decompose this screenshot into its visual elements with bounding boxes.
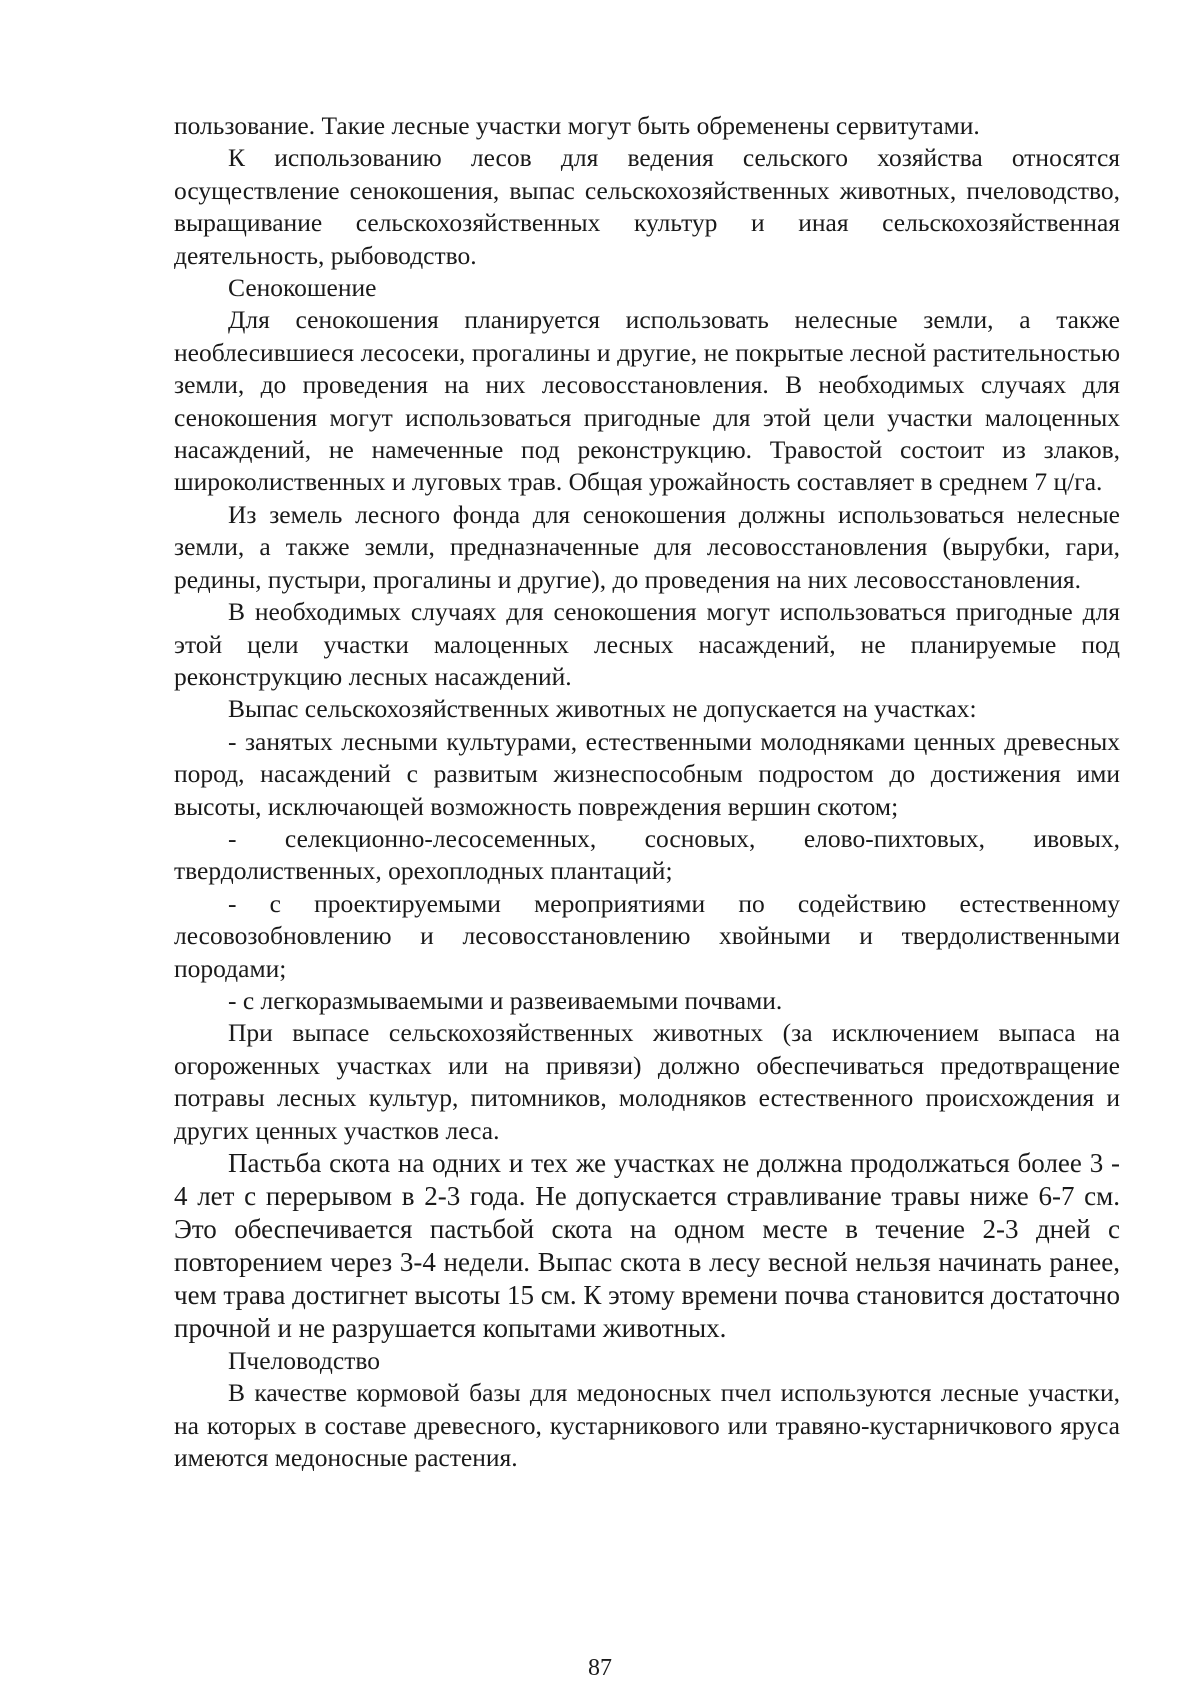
paragraph-grazing-protection: При выпасе сельскохозяйственных животных (за исключением выпаса на огороженных участках или на привязи) должно обеспечиваться предотвращение потравы лесных культур, питомников, молодняков естественного происхождения и других ценных участков леса. (174, 1018, 1120, 1145)
list-item-forest-cultures: - занятых лесными культурами, естественными молодняками ценных древесных пород, насаждений с развитым жизнеспособным подростом до достижения ими высоты, исключающей возможность повреждения вершин скотом; (174, 726, 1120, 821)
document-body (174, 110, 1120, 1475)
section-heading-haymaking: Сенокошение (228, 273, 377, 303)
paragraph-forest-fund-lands: Из земель лесного фонда для сенокошения должны использоваться нелесные земли, а также земли, предназначенные для лесовосстановления (вырубки, гари, редины, пустыри, прогалины и другие), до проведения на них лесовосстановления. (174, 499, 1120, 594)
list-item-plantations: - селекционно-лесосеменных, сосновых, елово-пихтовых, ивовых, твердолиственных, орехоплодных плантаций; (174, 823, 1120, 886)
paragraph-low-value-stands: В необходимых случаях для сенокошения могут использоваться пригодные для этой цели участки малоценных лесных насаждений, не планируемые под реконструкцию лесных насаждений. (174, 597, 1120, 691)
paragraph-haymaking-lands: Для сенокошения планируется использовать нелесные земли, а также необлесившиеся лесосеки, прогалины и другие, не покрытые лесной растительностью земли, до проведения на них лесовосстановления. В необходимых случаях для сенокошения могут использоваться пригодные для этой цели участки малоценных насаждений, не намеченные под реконструкцию. Травостой состоит из злаков, широколиственных и луговых трав. Общая урожайность составляет в среднем 7 ц/га. (174, 305, 1120, 497)
list-item-erodible-soils: - с легкоразмываемыми и развеиваемыми почвами. (228, 985, 783, 1015)
section-heading-beekeeping: Пчеловодство (228, 1346, 380, 1375)
paragraph-agriculture-uses: К использованию лесов для ведения сельского хозяйства относятся осуществление сенокошения, выпас сельскохозяйственных животных, пчеловодство, выращивание сельскохозяйственных культур и иная сельскохозяйственная деятельность, рыбоводство. (174, 143, 1120, 270)
list-item-reforestation-measures: - с проектируемыми мероприятиями по содействию естественному лесовозобновлению и лесовосстановлению хвойными и твердолиственными породами; (174, 888, 1120, 983)
paragraph-continuation: пользование. Такие лесные участки могут быть обременены сервитутами. (174, 111, 980, 140)
paragraph-beekeeping-base: В качестве кормовой базы для медоносных пчел используются лесные участки, на которых в составе древесного, кустарникового или травяно-кустарничкового яруса имеются медоносные растения. (174, 1378, 1120, 1473)
page-number: 87 (588, 1655, 612, 1681)
paragraph-grazing-prohibited: Выпас сельскохозяйственных животных не допускается на участках: (228, 694, 977, 724)
paragraph-grazing-duration: Пастьба скота на одних и тех же участках не должна продолжаться более 3 - 4 лет с перерывом в 2-3 года. Не допускается стравливание травы ниже 6-7 см. Это обеспечивается пастьбой скота на одном месте в течение 2-3 дней с повторением через 3-4 недели. Выпас скота в лесу весной нельзя начинать ранее, чем трава достигнет высоты 15 см. К этому времени почва становится достаточно прочной и не разрушается копытами животных. (174, 1148, 1120, 1343)
